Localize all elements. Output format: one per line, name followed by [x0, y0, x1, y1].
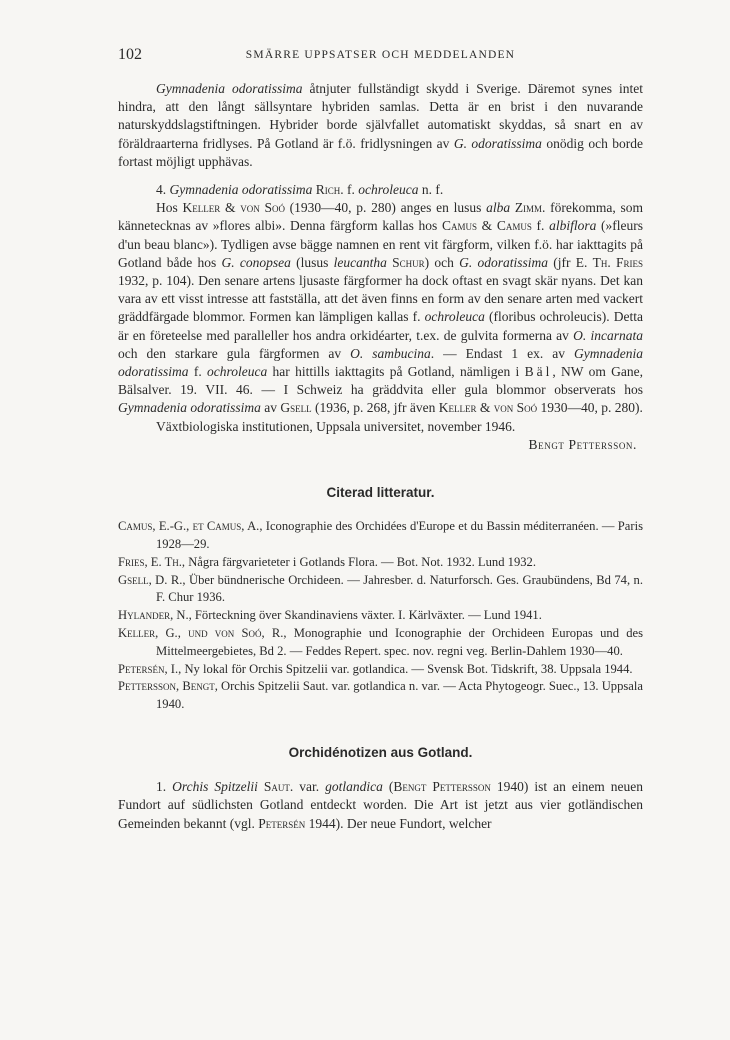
species-name: O. incarnata	[573, 327, 643, 343]
reference-text: Ny lokal för Orchis Spitzelii var. gotlandica. — Svensk Bot. Tidskrift, 38. Uppsala 1944.	[181, 661, 633, 676]
text-run: 1930—40, p. 280).	[537, 400, 643, 416]
author-name: Camus & Camus	[441, 218, 532, 234]
author-name: Schur	[392, 254, 425, 270]
literature-title: Citerad litteratur.	[326, 485, 435, 501]
author-name: Saut.	[263, 779, 294, 795]
locality-name: Bäl	[524, 364, 553, 380]
reference-author: Keller, G., und von Soó, R.,	[118, 626, 287, 641]
text-run: (jfr E.	[548, 254, 593, 270]
reference-author: Gsell, D. R.,	[118, 572, 186, 587]
notes-title: Orchidénotizen aus Gotland.	[288, 745, 473, 761]
reference-text: Iconographie des Orchidées d'Europe et du Bassin méditerranéen. — Paris 1928—29.	[156, 519, 643, 552]
species-name: G. conopsea	[221, 254, 291, 270]
text-run: åtnjuter fullständigt skydd i Sverige. Däremot synes intet hindra, att den långt sällsyntare hybriden samlas. Detta är en brist i den nuvarande naturskyddslagstiftningen. Hybrider borde självfallet automatiskt skyddas, så snart en av föräldraarterna fridlyses. På Gotland är f.ö. fridlysningen av	[118, 81, 643, 151]
text-run: (»fleurs d'un beau blanc»). Tydligen avse bägge namnen en rent vit färgform, vilken f.ö. har iakttagits på Gotland både hos	[118, 218, 644, 270]
variety-name: gotlandica	[325, 779, 383, 795]
text-run: onödig och borde fortast möjligt upphävas.	[118, 135, 644, 169]
affiliation-line: Växtbiologiska institutionen, Uppsala universitet, november 1946.	[156, 418, 516, 434]
text-run: (	[382, 779, 394, 795]
reference-item	[118, 661, 643, 679]
text-run: 1940) ist an einem neuen Fundort auf südlichsten Gotland entdeckt worden. Die Art ist jetzt aus vier gotländischen Gemeinden bekannt (vgl.	[118, 779, 644, 831]
reference-item	[118, 572, 643, 608]
text-run: och den starkare gula färgformen av	[118, 345, 351, 361]
species-name: O. sambucina	[350, 345, 431, 361]
author-name: Keller & von Soó	[182, 200, 285, 216]
reference-item	[118, 607, 643, 625]
reference-author: Petersén, I.,	[118, 661, 182, 676]
author-name: Rich.	[315, 182, 344, 198]
paragraph-orchis-notes	[118, 778, 643, 833]
reference-author: Camus, E.-G., et Camus, A.,	[118, 519, 263, 534]
text-run: Hos	[156, 200, 183, 216]
reference-text: Några färgvarieteter i Gotlands Flora. — Bot. Not. 1932. Lund 1932.	[185, 554, 536, 569]
text-run: av	[260, 400, 281, 416]
text-run: f.	[343, 182, 359, 198]
author-name: Petersén	[258, 815, 306, 831]
form-name: ochroleuca	[207, 364, 268, 380]
section-number: 1.	[156, 779, 173, 795]
text-run: n. f.	[418, 182, 444, 198]
reference-item	[118, 518, 643, 554]
text-run: 1932, p. 104). Den senare artens ljusaste färgformer ha dock oftast en svagt skär nyans. Det kan vara av ett visst intresse att fastställa, att det även finns en form av den senare arten med vackert gräddfärgade blommor. Formen kan lämpligen kallas f.	[118, 273, 643, 325]
reference-author: Fries, E. Th.,	[118, 554, 186, 569]
form-name: leucantha	[333, 254, 387, 270]
text-run: förekomma, som kännetecknas av »flores albi». Denna färgform kallas hos	[118, 200, 644, 234]
paragraph-protection	[118, 80, 643, 171]
reference-item	[118, 625, 643, 661]
author-name: Th. Fries	[592, 254, 643, 270]
text-run: f.	[531, 218, 550, 234]
species-name: Orchis Spitzelii	[172, 779, 258, 795]
reference-list	[118, 518, 643, 714]
text-run: (1930—40, p. 280) anges en lusus	[284, 200, 487, 216]
text-run: 1944). Der neue Fundort, welcher	[305, 815, 492, 831]
text-run: var.	[293, 779, 326, 795]
species-name: G. odoratissima	[459, 254, 548, 270]
signature-name: Bengt Pettersson.	[528, 436, 637, 452]
reference-text: Über bündnerische Orchideen. — Jahresber. d. Naturforsch. Ges. Graubündens, Bd 74, n. F. Chur 1936.	[156, 572, 643, 605]
reference-text: Orchis Spitzelii Saut. var. gotlandica n. var. — Acta Phytogeogr. Suec., 13. Uppsala 1940.	[156, 679, 643, 712]
reference-text: Monographie und Iconographie der Orchideen Europas und des Mittelmeergebietes, Bd 2. — Feddes Repert. spec. nov. regni veg. Berlin-Dahlem 1930—40.	[156, 626, 643, 658]
text-run: har hittills iakttagits på Gotland, nämligen i	[267, 364, 525, 380]
reference-item	[118, 554, 643, 572]
text-run: , NW om Gane, Bälsalver. 19. VII. 46. — I Schweiz ha gräddvita eller gula blommor observerats hos	[118, 364, 643, 398]
author-name: Keller & von Soó	[438, 400, 538, 416]
species-name: Gymnadenia odoratissima	[118, 400, 261, 416]
text-run: ) och	[424, 254, 460, 270]
text-run: . — Endast 1 ex. av	[430, 345, 575, 361]
species-name: Gymnadenia odoratissima	[169, 182, 313, 198]
author-name: Bengt Pettersson	[393, 779, 491, 795]
reference-author: Pettersson, Bengt,	[118, 679, 218, 694]
form-name: albiflora	[549, 218, 597, 234]
reference-text: Förteckning över Skandinaviens växter. I. Kärlväxter. — Lund 1941.	[191, 608, 542, 623]
paragraph-ochroleuca	[118, 199, 643, 417]
signature	[118, 436, 637, 454]
text-run: f.	[188, 364, 208, 380]
reference-author: Hylander, N.,	[118, 608, 192, 623]
section-number: 4.	[156, 182, 170, 198]
author-name: Zimm.	[514, 200, 546, 216]
species-name: Gymnadenia odoratissima	[156, 81, 303, 96]
text-run: (1936, p. 268, jfr även	[311, 400, 439, 416]
running-head: SMÄRRE UPPSATSER OCH MEDDELANDEN	[245, 49, 516, 61]
reference-item	[118, 678, 643, 714]
page-number: 102	[118, 46, 142, 63]
form-name: ochroleuca	[358, 182, 419, 198]
species-name: G. odoratissima	[453, 135, 542, 151]
text-run: (floribus ochroleucis). Detta är en företeelse med paralleller hos andra orkidéarter, t.ex. de gulvita formerna av	[118, 309, 643, 343]
form-name: ochroleuca	[424, 309, 485, 325]
text-run: (lusus	[290, 254, 334, 270]
page-body	[118, 80, 643, 833]
form-name: alba	[486, 200, 511, 216]
species-name: Gymnadenia odoratissima	[118, 345, 643, 380]
author-name: Gsell	[280, 400, 312, 416]
section-heading-4	[118, 181, 643, 199]
page-header	[118, 46, 643, 66]
